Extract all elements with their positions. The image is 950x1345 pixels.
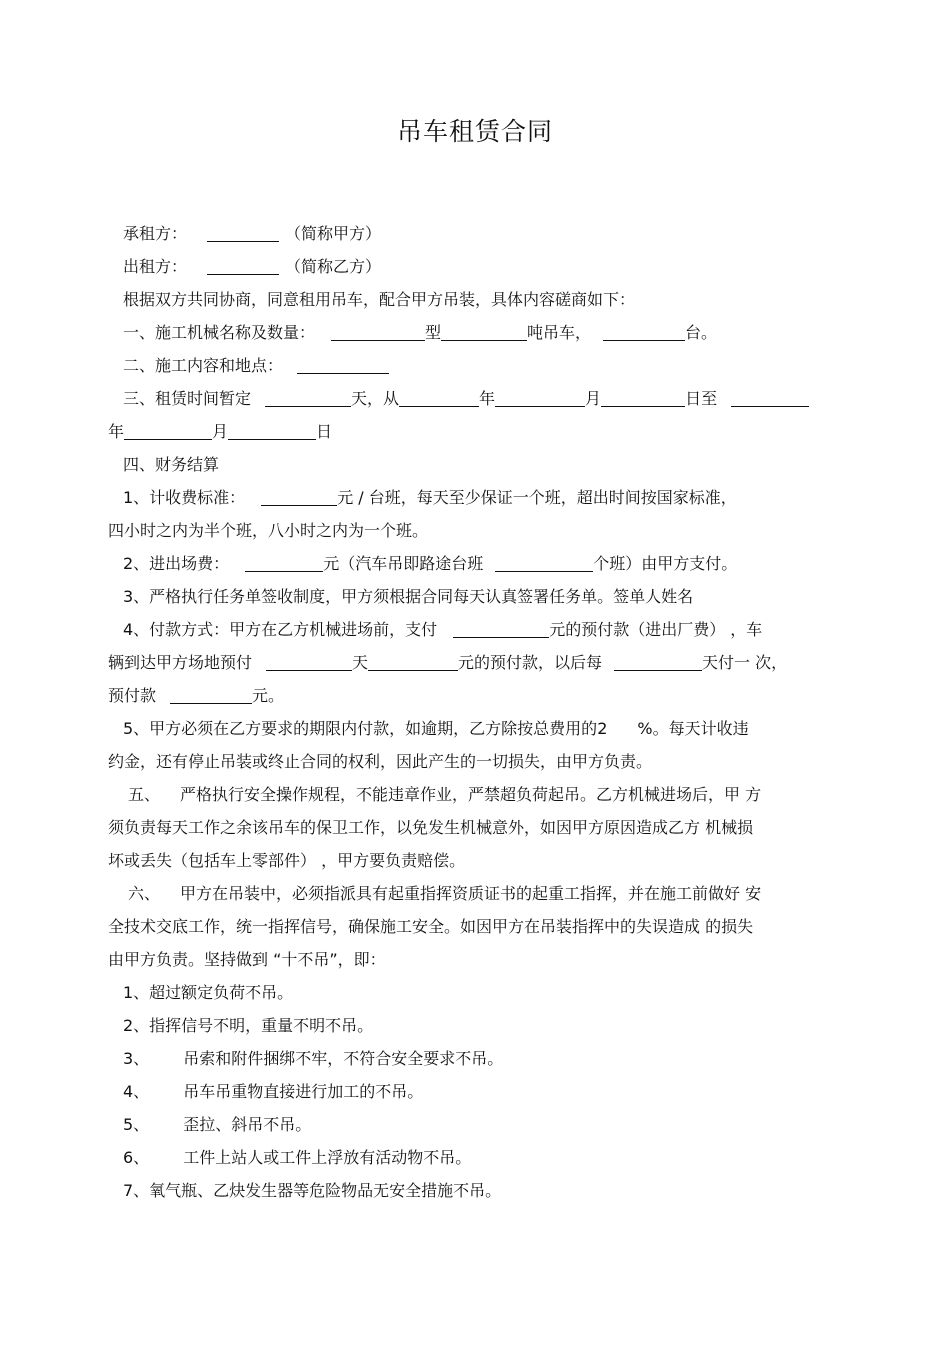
end-month-label: 月 (212, 422, 229, 441)
lessor-label: 出租方： (123, 257, 188, 276)
fee-standard-text: 元 / 台班，每天至少保证一个班，超出时间按国家标准， (337, 488, 737, 507)
location-blank (297, 355, 389, 374)
item-4-4-cont2 (108, 679, 836, 712)
rule-4-number: 4、 (123, 1082, 150, 1101)
item-4-1 (108, 481, 836, 514)
clause-5-text: 严格执行安全操作规程，不能违章作业，严禁超负荷起吊。乙方机械进场后，甲 方 (180, 785, 762, 804)
payment-every: 元的预付款，以后每 (458, 653, 603, 672)
entry-fee-label: 2、进出场费： (123, 554, 230, 573)
clause-3-year: 年 (479, 389, 496, 408)
end-day-blank (228, 421, 316, 440)
lessee-line (108, 217, 836, 250)
clause-1-model: 型 (425, 323, 442, 342)
lessor-blank (207, 256, 279, 275)
item-4-4 (108, 613, 836, 646)
lessor-alias: （简称乙方） (285, 257, 382, 276)
rule-4-text: 吊车吊重物直接进行加工的不吊。 (183, 1082, 424, 1101)
clause-3-month: 月 (585, 389, 602, 408)
shift-count-blank (495, 553, 593, 572)
quantity-blank (603, 322, 685, 341)
clause-6 (108, 877, 836, 910)
late-fee-rate: 2 (597, 719, 608, 738)
rule-4 (108, 1075, 836, 1108)
clause-3-to: 日至 (685, 389, 718, 408)
clause-3-cont (108, 415, 836, 448)
prepay-days-blank (266, 652, 352, 671)
interval-blank (614, 652, 702, 671)
end-month-blank (124, 421, 212, 440)
advance-blank (453, 619, 549, 638)
rule-3 (108, 1042, 836, 1075)
rule-2: 2、指挥信号不明，重量不明不吊。 (123, 1016, 374, 1035)
rule-3-text: 吊索和附件捆绑不牢，不符合安全要求不吊。 (183, 1049, 504, 1068)
clause-6-number: 六、 (128, 884, 161, 903)
clause-3-text: 三、租赁时间暂定 (123, 389, 252, 408)
start-day-blank (601, 388, 685, 407)
lessee-alias: （简称甲方） (285, 224, 382, 243)
prepay-unit: 元。 (252, 686, 285, 705)
payment-text: 元的预付款（进出厂费） ，车 (549, 620, 763, 639)
lessee-label: 承租方： (123, 224, 188, 243)
end-year-blank (731, 388, 809, 407)
item-4-3: 3、严格执行任务单签收制度，甲方须根据合同每天认真签署任务单。签单人姓名 (123, 587, 694, 606)
item-4-4-cont (108, 646, 836, 679)
end-day-label: 日 (316, 422, 333, 441)
entry-fee-text: 元（汽车吊即路途台班 (323, 554, 484, 573)
rule-5-text: 歪拉、斜吊不吊。 (183, 1115, 312, 1134)
item-4-5 (108, 712, 836, 745)
fee-standard-label: 1、计收费标准： (123, 488, 246, 507)
payment-days: 天 (352, 653, 369, 672)
prepay-label: 预付款 (108, 686, 157, 705)
entry-fee-blank (245, 553, 323, 572)
tonnage-blank (441, 322, 527, 341)
model-blank (331, 322, 425, 341)
clause-6-cont: 全技术交底工作，统一指挥信号，确保施工安全。如因甲方在吊装指挥中的失误造成 的损失 (108, 917, 754, 936)
clause-2-text: 二、施工内容和地点： (123, 356, 284, 375)
rule-5-number: 5、 (123, 1115, 150, 1134)
clause-6-cont2: 由甲方负责。坚持做到 “十不吊”，即： (108, 950, 386, 969)
start-month-blank (495, 388, 585, 407)
payment-once: 天付一 次， (702, 653, 788, 672)
prepay-amount-blank (368, 652, 458, 671)
rule-6-text: 工件上站人或工件上浮放有活动物不吊。 (183, 1148, 472, 1167)
clause-1-text: 一、施工机械名称及数量： (123, 323, 316, 342)
item-4-1-cont: 四小时之内为半个班，八小时之内为一个班。 (108, 521, 429, 540)
late-fee-suffix: %。每天计收违 (637, 719, 749, 738)
clause-5-cont: 须负责每天工作之余该吊车的保卫工作，以免发生机械意外，如因甲方原因造成乙方 机械损 (108, 818, 754, 837)
days-blank (265, 388, 351, 407)
section-4-heading: 四、财务结算 (123, 455, 220, 474)
clause-2 (108, 349, 836, 382)
late-fee-text: 5、甲方必须在乙方要求的期限内付款，如逾期，乙方除按总费用的 (123, 719, 598, 738)
rule-5 (108, 1108, 836, 1141)
clause-5 (108, 778, 836, 811)
item-4-2 (108, 547, 836, 580)
fee-blank (261, 487, 337, 506)
rule-6-number: 6、 (123, 1148, 150, 1167)
document-title: 吊车租赁合同 (396, 117, 553, 146)
clause-1 (108, 316, 836, 349)
entry-fee-payer: 个班）由甲方支付。 (593, 554, 738, 573)
start-year-blank (399, 388, 479, 407)
payment-arrival: 辆到达甲方场地预付 (108, 653, 253, 672)
clause-1-tonnage: 吨吊车， (527, 323, 592, 342)
clause-1-unit: 台。 (685, 323, 718, 342)
contract-body (108, 217, 836, 1207)
preamble: 根据双方共同协商，同意租用吊车，配合甲方吊装，具体内容磋商如下： (123, 290, 636, 309)
clause-5-cont2: 坏或丢失（包括车上零部件） ，甲方要负责赔偿。 (108, 851, 466, 870)
item-4-5-cont: 约金，还有停止吊装或终止合同的权利，因此产生的一切损失，由甲方负责。 (108, 752, 653, 771)
clause-3-from: 天，从 (351, 389, 400, 408)
end-year-label: 年 (108, 422, 125, 441)
clause-3 (108, 382, 836, 415)
clause-6-text: 甲方在吊装中，必须指派具有起重指挥资质证书的起重工指挥，并在施工前做好 安 (180, 884, 762, 903)
clause-5-number: 五、 (128, 785, 161, 804)
rule-7: 7、氧气瓶、乙炔发生器等危险物品无安全措施不吊。 (123, 1181, 502, 1200)
prepay-blank (170, 685, 252, 704)
lessor-line (108, 250, 836, 283)
rule-6 (108, 1141, 836, 1174)
rule-3-number: 3、 (123, 1049, 150, 1068)
rule-1: 1、超过额定负荷不吊。 (123, 983, 294, 1002)
lessee-blank (207, 223, 279, 242)
payment-label: 4、付款方式：甲方在乙方机械进场前，支付 (123, 620, 438, 639)
